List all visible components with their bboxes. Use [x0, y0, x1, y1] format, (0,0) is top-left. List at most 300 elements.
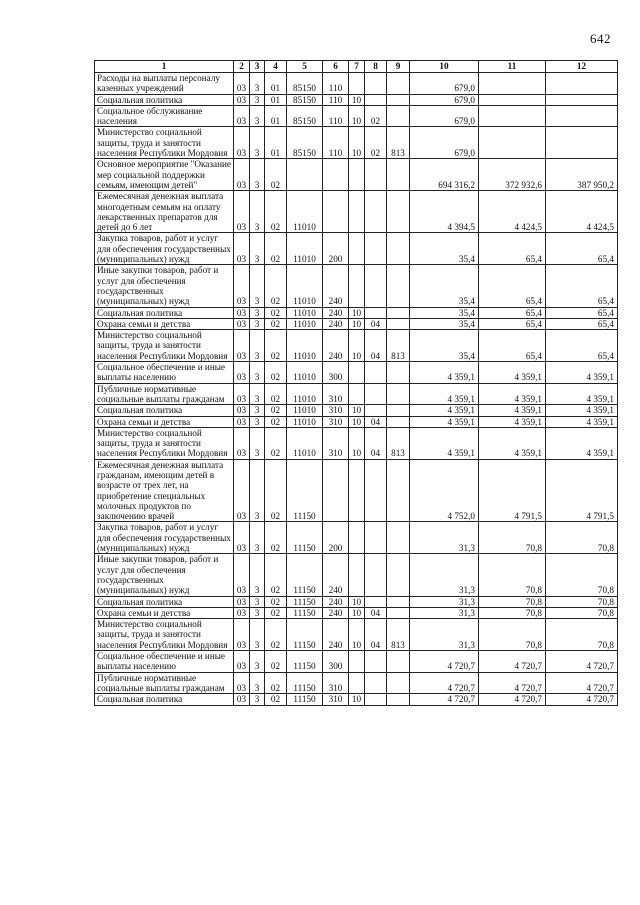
code-col-4-cell: 02 [265, 191, 287, 233]
row-name-cell: Охрана семьи и детства [95, 416, 234, 427]
code-col-4-cell: 01 [265, 73, 287, 95]
column-header-9: 9 [387, 61, 410, 73]
section-cell: 10 [349, 127, 365, 159]
table-row [95, 318, 618, 329]
amount-year-1-cell: 31,3 [410, 522, 479, 554]
amount-year-2-cell: 70,8 [479, 596, 546, 607]
code-col-2-cell: 03 [234, 522, 250, 554]
section-cell: 10 [349, 416, 365, 427]
target-article-cell: 11150 [287, 596, 323, 607]
amount-year-1-cell: 4 720,7 [410, 672, 479, 694]
code-col-4-cell: 02 [265, 459, 287, 522]
table-row [95, 619, 618, 651]
code-col-3-cell: 3 [250, 94, 265, 105]
section-cell: 10 [349, 94, 365, 105]
amount-year-3-cell: 4 720,7 [546, 651, 618, 673]
expense-type-cell: 110 [323, 73, 349, 95]
expense-type-cell: 240 [323, 619, 349, 651]
amount-year-3-cell: 65,4 [546, 318, 618, 329]
row-name-cell: Министерство социальной защиты, труда и занятости населения Республики Мордовия [95, 619, 234, 651]
section-cell: 10 [349, 694, 365, 705]
column-header-7: 7 [349, 61, 365, 73]
target-article-cell: 11010 [287, 383, 323, 405]
row-name-cell: Министерство социальной защиты, труда и занятости населения Республики Мордовия [95, 427, 234, 459]
target-article-cell: 11150 [287, 554, 323, 596]
code-col-3-cell: 3 [250, 427, 265, 459]
amount-year-1-cell: 35,4 [410, 233, 479, 265]
amount-year-3-cell: 4 359,1 [546, 416, 618, 427]
subsection-cell: 02 [365, 127, 387, 159]
amount-year-2-cell: 70,8 [479, 554, 546, 596]
row-name-cell: Социальная политика [95, 94, 234, 105]
code-col-2-cell: 03 [234, 265, 250, 307]
amount-year-3-cell: 70,8 [546, 596, 618, 607]
amount-year-3-cell [546, 94, 618, 105]
amount-year-2-cell [479, 94, 546, 105]
amount-year-1-cell: 4 359,1 [410, 405, 479, 416]
section-cell: 10 [349, 607, 365, 618]
subsection-cell [365, 522, 387, 554]
row-name-cell: Охрана семьи и детства [95, 318, 234, 329]
table-row [95, 405, 618, 416]
subsection-cell [365, 459, 387, 522]
amount-year-1-cell: 679,0 [410, 73, 479, 95]
section-cell: 10 [349, 105, 365, 127]
table-row [95, 383, 618, 405]
code-col-3-cell: 3 [250, 73, 265, 95]
expense-type-cell: 310 [323, 672, 349, 694]
code-col-3-cell: 3 [250, 127, 265, 159]
target-article-cell: 11010 [287, 416, 323, 427]
section-cell [349, 159, 365, 191]
code-col-2-cell: 03 [234, 318, 250, 329]
code-col-4-cell: 02 [265, 427, 287, 459]
code-col-4-cell: 02 [265, 554, 287, 596]
expense-type-cell: 240 [323, 318, 349, 329]
table-row [95, 233, 618, 265]
ministry-code-cell [387, 191, 410, 233]
code-col-2-cell: 03 [234, 596, 250, 607]
ministry-code-cell [387, 265, 410, 307]
amount-year-2-cell: 4 359,1 [479, 416, 546, 427]
amount-year-1-cell: 4 720,7 [410, 694, 479, 705]
amount-year-2-cell: 4 791,5 [479, 459, 546, 522]
amount-year-2-cell: 65,4 [479, 330, 546, 362]
column-header-6: 6 [323, 61, 349, 73]
target-article-cell: 11010 [287, 318, 323, 329]
amount-year-2-cell [479, 105, 546, 127]
ministry-code-cell: 813 [387, 427, 410, 459]
table-row [95, 607, 618, 618]
section-cell: 10 [349, 307, 365, 318]
column-header-5: 5 [287, 61, 323, 73]
code-col-2-cell: 03 [234, 672, 250, 694]
amount-year-3-cell: 65,4 [546, 307, 618, 318]
amount-year-1-cell: 31,3 [410, 607, 479, 618]
amount-year-1-cell: 679,0 [410, 127, 479, 159]
ministry-code-cell [387, 651, 410, 673]
section-cell: 10 [349, 405, 365, 416]
ministry-code-cell [387, 318, 410, 329]
row-name-cell: Публичные нормативные социальные выплаты гражданам [95, 383, 234, 405]
amount-year-3-cell: 4 720,7 [546, 672, 618, 694]
code-col-3-cell: 3 [250, 554, 265, 596]
code-col-2-cell: 03 [234, 191, 250, 233]
row-name-cell: Ежемесячная денежная выплата многодетным семьям на оплату лекарственных препаратов для детей до 6 лет [95, 191, 234, 233]
table-row [95, 522, 618, 554]
column-header-10: 10 [410, 61, 479, 73]
code-col-4-cell: 02 [265, 651, 287, 673]
code-col-3-cell: 3 [250, 619, 265, 651]
table-row [95, 596, 618, 607]
ministry-code-cell [387, 362, 410, 384]
row-name-cell: Социальная политика [95, 307, 234, 318]
amount-year-1-cell: 679,0 [410, 105, 479, 127]
code-col-4-cell: 02 [265, 672, 287, 694]
subsection-cell [365, 73, 387, 95]
table-row [95, 554, 618, 596]
expense-type-cell: 240 [323, 307, 349, 318]
ministry-code-cell [387, 307, 410, 318]
code-col-4-cell: 02 [265, 362, 287, 384]
code-col-2-cell: 03 [234, 233, 250, 265]
amount-year-3-cell: 4 359,1 [546, 405, 618, 416]
ministry-code-cell [387, 694, 410, 705]
subsection-cell [365, 596, 387, 607]
section-cell [349, 383, 365, 405]
expense-type-cell: 310 [323, 405, 349, 416]
expense-type-cell: 240 [323, 554, 349, 596]
table-row [95, 427, 618, 459]
target-article-cell: 11010 [287, 427, 323, 459]
table-row [95, 94, 618, 105]
amount-year-1-cell: 694 316,2 [410, 159, 479, 191]
subsection-cell [365, 191, 387, 233]
target-article-cell: 11010 [287, 330, 323, 362]
code-col-2-cell: 03 [234, 416, 250, 427]
row-name-cell: Министерство социальной защиты, труда и занятости населения Республики Мордовия [95, 330, 234, 362]
target-article-cell: 11010 [287, 233, 323, 265]
amount-year-2-cell: 65,4 [479, 318, 546, 329]
amount-year-1-cell: 31,3 [410, 619, 479, 651]
amount-year-3-cell: 65,4 [546, 330, 618, 362]
expense-type-cell: 310 [323, 427, 349, 459]
code-col-4-cell: 02 [265, 233, 287, 265]
table-row [95, 672, 618, 694]
section-cell [349, 522, 365, 554]
subsection-cell [365, 554, 387, 596]
target-article-cell: 85150 [287, 73, 323, 95]
amount-year-3-cell: 4 720,7 [546, 694, 618, 705]
row-name-cell: Иные закупки товаров, работ и услуг для обеспечения государственных (муниципальных) нужд [95, 265, 234, 307]
target-article-cell: 11150 [287, 619, 323, 651]
code-col-3-cell: 3 [250, 383, 265, 405]
amount-year-1-cell: 35,4 [410, 265, 479, 307]
code-col-3-cell: 3 [250, 596, 265, 607]
code-col-2-cell: 03 [234, 362, 250, 384]
column-header-12: 12 [546, 61, 618, 73]
code-col-4-cell: 02 [265, 405, 287, 416]
table-row [95, 73, 618, 95]
amount-year-1-cell: 679,0 [410, 94, 479, 105]
expense-type-cell: 110 [323, 94, 349, 105]
amount-year-3-cell: 70,8 [546, 522, 618, 554]
section-cell [349, 672, 365, 694]
row-name-cell: Министерство социальной защиты, труда и занятости населения Республики Мордовия [95, 127, 234, 159]
subsection-cell [365, 672, 387, 694]
code-col-4-cell: 02 [265, 265, 287, 307]
section-cell [349, 73, 365, 95]
section-cell [349, 362, 365, 384]
row-name-cell: Закупка товаров, работ и услуг для обеспечения государственных (муниципальных) нужд [95, 233, 234, 265]
expense-type-cell: 240 [323, 265, 349, 307]
target-article-cell [287, 159, 323, 191]
code-col-2-cell: 03 [234, 127, 250, 159]
code-col-2-cell: 03 [234, 159, 250, 191]
row-name-cell: Социальное обслуживание населения [95, 105, 234, 127]
code-col-2-cell: 03 [234, 427, 250, 459]
target-article-cell: 11150 [287, 694, 323, 705]
ministry-code-cell [387, 459, 410, 522]
code-col-3-cell: 3 [250, 318, 265, 329]
code-col-3-cell: 3 [250, 307, 265, 318]
table-row [95, 651, 618, 673]
amount-year-2-cell: 70,8 [479, 522, 546, 554]
code-col-2-cell: 03 [234, 459, 250, 522]
expense-type-cell: 240 [323, 607, 349, 618]
subsection-cell [365, 265, 387, 307]
column-header-2: 2 [234, 61, 250, 73]
code-col-4-cell: 02 [265, 383, 287, 405]
amount-year-1-cell: 4 359,1 [410, 383, 479, 405]
expense-type-cell: 200 [323, 233, 349, 265]
amount-year-3-cell: 4 791,5 [546, 459, 618, 522]
expense-type-cell: 240 [323, 596, 349, 607]
amount-year-3-cell: 65,4 [546, 233, 618, 265]
code-col-4-cell: 01 [265, 127, 287, 159]
code-col-4-cell: 02 [265, 619, 287, 651]
amount-year-2-cell: 65,4 [479, 307, 546, 318]
ministry-code-cell [387, 233, 410, 265]
amount-year-1-cell: 31,3 [410, 596, 479, 607]
amount-year-1-cell: 4 394,5 [410, 191, 479, 233]
subsection-cell [365, 94, 387, 105]
ministry-code-cell [387, 383, 410, 405]
ministry-code-cell [387, 522, 410, 554]
column-header-11: 11 [479, 61, 546, 73]
ministry-code-cell [387, 159, 410, 191]
subsection-cell: 04 [365, 318, 387, 329]
target-article-cell: 11150 [287, 607, 323, 618]
table-row [95, 307, 618, 318]
code-col-4-cell: 02 [265, 596, 287, 607]
amount-year-1-cell: 4 752,0 [410, 459, 479, 522]
subsection-cell: 04 [365, 330, 387, 362]
amount-year-2-cell: 70,8 [479, 619, 546, 651]
expense-type-cell [323, 459, 349, 522]
ministry-code-cell: 813 [387, 330, 410, 362]
subsection-cell: 04 [365, 619, 387, 651]
code-col-3-cell: 3 [250, 694, 265, 705]
code-col-2-cell: 03 [234, 694, 250, 705]
subsection-cell: 04 [365, 416, 387, 427]
row-name-cell: Иные закупки товаров, работ и услуг для обеспечения государственных (муниципальных) нужд [95, 554, 234, 596]
code-col-2-cell: 03 [234, 619, 250, 651]
amount-year-2-cell [479, 73, 546, 95]
amount-year-3-cell: 70,8 [546, 619, 618, 651]
code-col-4-cell: 02 [265, 318, 287, 329]
target-article-cell: 11150 [287, 522, 323, 554]
expense-type-cell: 300 [323, 651, 349, 673]
expense-type-cell: 110 [323, 127, 349, 159]
code-col-4-cell: 02 [265, 307, 287, 318]
target-article-cell: 11150 [287, 672, 323, 694]
code-col-4-cell: 02 [265, 607, 287, 618]
amount-year-2-cell [479, 127, 546, 159]
subsection-cell [365, 651, 387, 673]
amount-year-3-cell: 4 359,1 [546, 383, 618, 405]
code-col-3-cell: 3 [250, 265, 265, 307]
section-cell [349, 554, 365, 596]
code-col-3-cell: 3 [250, 416, 265, 427]
code-col-3-cell: 3 [250, 191, 265, 233]
section-cell [349, 265, 365, 307]
code-col-2-cell: 03 [234, 383, 250, 405]
code-col-2-cell: 03 [234, 405, 250, 416]
code-col-3-cell: 3 [250, 651, 265, 673]
expense-type-cell [323, 159, 349, 191]
amount-year-2-cell: 372 932,6 [479, 159, 546, 191]
table-row [95, 191, 618, 233]
ministry-code-cell [387, 554, 410, 596]
code-col-4-cell: 02 [265, 694, 287, 705]
expense-type-cell: 110 [323, 105, 349, 127]
target-article-cell: 85150 [287, 105, 323, 127]
code-col-4-cell: 02 [265, 159, 287, 191]
table-row [95, 105, 618, 127]
ministry-code-cell [387, 73, 410, 95]
expense-type-cell: 200 [323, 522, 349, 554]
amount-year-2-cell: 4 720,7 [479, 651, 546, 673]
subsection-cell [365, 362, 387, 384]
amount-year-2-cell: 4 720,7 [479, 694, 546, 705]
amount-year-2-cell: 65,4 [479, 265, 546, 307]
amount-year-1-cell: 4 359,1 [410, 427, 479, 459]
section-cell: 10 [349, 427, 365, 459]
column-header-4: 4 [265, 61, 287, 73]
amount-year-3-cell [546, 105, 618, 127]
expense-type-cell: 310 [323, 383, 349, 405]
code-col-3-cell: 3 [250, 405, 265, 416]
column-header-3: 3 [250, 61, 265, 73]
row-name-cell: Социальная политика [95, 694, 234, 705]
amount-year-3-cell: 70,8 [546, 554, 618, 596]
row-name-cell: Охрана семьи и детства [95, 607, 234, 618]
ministry-code-cell [387, 607, 410, 618]
subsection-cell: 04 [365, 427, 387, 459]
amount-year-1-cell: 35,4 [410, 307, 479, 318]
row-name-cell: Расходы на выплаты персоналу казенных учреждений [95, 73, 234, 95]
expense-type-cell [323, 191, 349, 233]
amount-year-3-cell [546, 73, 618, 95]
row-name-cell: Ежемесячная денежная выплата гражданам, имеющим детей в возрасте от трех лет, на приобретение специальных молочных продуктов по заключению врачей [95, 459, 234, 522]
code-col-3-cell: 3 [250, 159, 265, 191]
ministry-code-cell [387, 405, 410, 416]
budget-table [94, 60, 618, 706]
table-body [95, 73, 618, 706]
ministry-code-cell: 813 [387, 127, 410, 159]
ministry-code-cell [387, 672, 410, 694]
code-col-4-cell: 02 [265, 522, 287, 554]
amount-year-2-cell: 4 424,5 [479, 191, 546, 233]
row-name-cell: Социальная политика [95, 405, 234, 416]
amount-year-3-cell: 387 950,2 [546, 159, 618, 191]
code-col-2-cell: 03 [234, 651, 250, 673]
subsection-cell: 02 [365, 105, 387, 127]
amount-year-2-cell: 70,8 [479, 607, 546, 618]
row-name-cell: Социальное обеспечение и иные выплаты населению [95, 651, 234, 673]
subsection-cell [365, 159, 387, 191]
code-col-4-cell: 02 [265, 416, 287, 427]
column-header-1: 1 [95, 61, 234, 73]
ministry-code-cell [387, 105, 410, 127]
amount-year-2-cell: 4 359,1 [479, 405, 546, 416]
section-cell: 10 [349, 619, 365, 651]
amount-year-3-cell: 4 359,1 [546, 362, 618, 384]
amount-year-3-cell: 70,8 [546, 607, 618, 618]
expense-type-cell: 300 [323, 362, 349, 384]
row-name-cell: Основное мероприятие "Оказание мер социальной поддержки семьям, имеющим детей" [95, 159, 234, 191]
table-row [95, 694, 618, 705]
amount-year-2-cell: 4 359,1 [479, 362, 546, 384]
code-col-4-cell: 01 [265, 105, 287, 127]
row-name-cell: Закупка товаров, работ и услуг для обеспечения государственных (муниципальных) нужд [95, 522, 234, 554]
amount-year-2-cell: 4 359,1 [479, 427, 546, 459]
amount-year-1-cell: 4 359,1 [410, 416, 479, 427]
row-name-cell: Социальная политика [95, 596, 234, 607]
section-cell [349, 191, 365, 233]
section-cell [349, 651, 365, 673]
amount-year-3-cell [546, 127, 618, 159]
section-cell: 10 [349, 330, 365, 362]
table-row [95, 330, 618, 362]
amount-year-2-cell: 4 720,7 [479, 672, 546, 694]
code-col-3-cell: 3 [250, 105, 265, 127]
table-row [95, 459, 618, 522]
code-col-2-cell: 03 [234, 330, 250, 362]
amount-year-3-cell: 65,4 [546, 265, 618, 307]
ministry-code-cell [387, 94, 410, 105]
code-col-2-cell: 03 [234, 94, 250, 105]
subsection-cell [365, 405, 387, 416]
row-name-cell: Публичные нормативные социальные выплаты гражданам [95, 672, 234, 694]
section-cell [349, 233, 365, 265]
target-article-cell: 11010 [287, 405, 323, 416]
subsection-cell [365, 694, 387, 705]
section-cell: 10 [349, 596, 365, 607]
target-article-cell: 85150 [287, 94, 323, 105]
code-col-3-cell: 3 [250, 672, 265, 694]
target-article-cell: 11150 [287, 459, 323, 522]
header-row [95, 61, 618, 73]
code-col-3-cell: 3 [250, 459, 265, 522]
expense-type-cell: 310 [323, 694, 349, 705]
table-row [95, 159, 618, 191]
code-col-3-cell: 3 [250, 233, 265, 265]
amount-year-1-cell: 35,4 [410, 318, 479, 329]
expense-type-cell: 240 [323, 330, 349, 362]
ministry-code-cell: 813 [387, 619, 410, 651]
